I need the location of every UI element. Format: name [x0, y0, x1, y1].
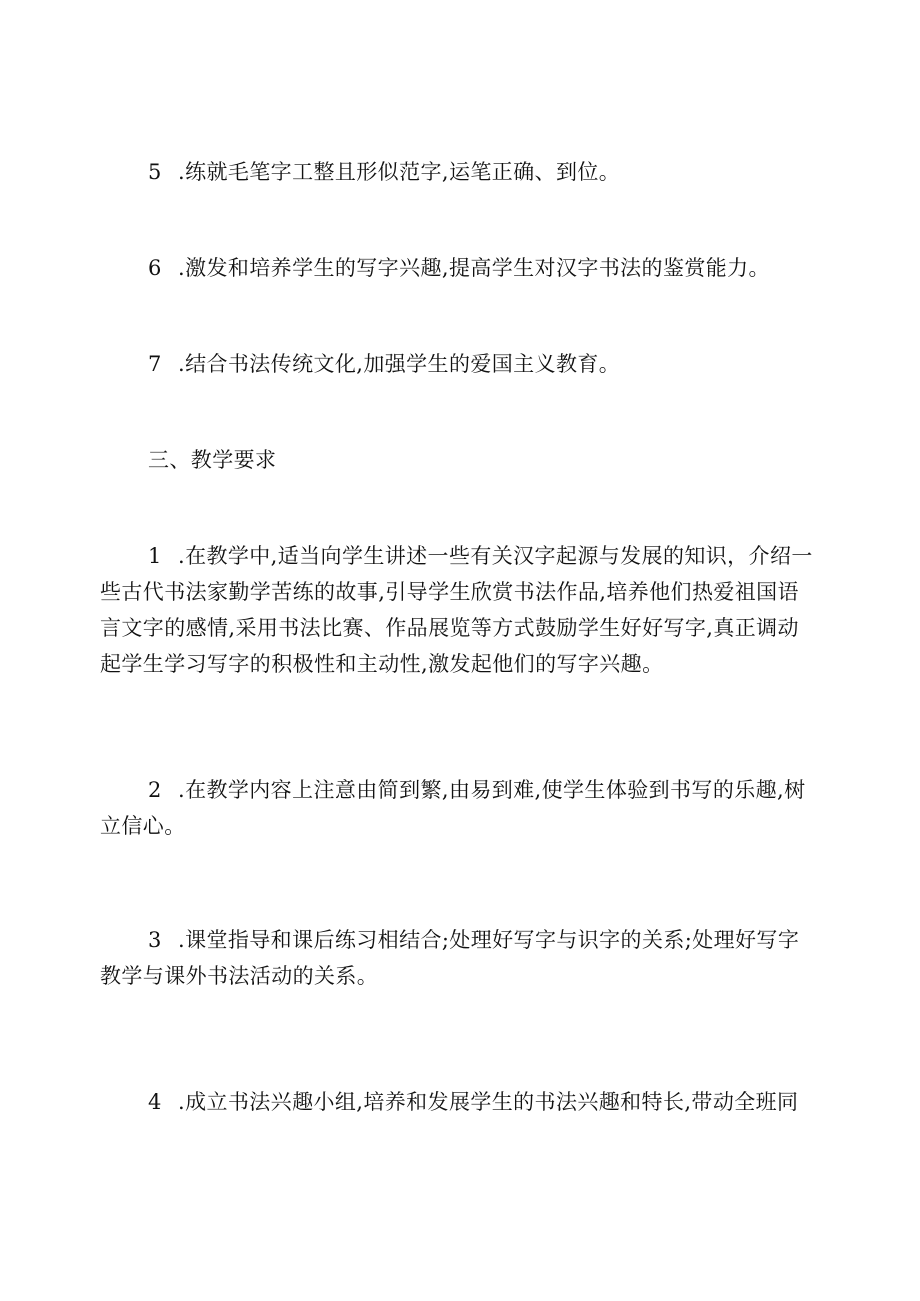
list-item-6 — [148, 250, 813, 286]
paragraph-line: 立信心。 — [100, 814, 186, 838]
item-number: 4 — [148, 1090, 162, 1114]
item-number: 7 — [148, 352, 162, 376]
item-text: .练就毛笔字工整且形似范字,运笔正确、到位。 — [178, 160, 621, 184]
requirement-item-4 — [148, 1084, 813, 1120]
requirement-item-3 — [100, 922, 813, 994]
requirement-item-1 — [100, 538, 813, 682]
requirement-item-2 — [100, 772, 813, 844]
paragraph-line: 些古代书法家勤学苦练的故事,引导学生欣赏书法作品,培养他们热爱祖国语 — [100, 580, 799, 604]
item-number: 2 — [148, 778, 162, 802]
paragraph-line — [148, 1084, 813, 1120]
paragraph-line — [148, 538, 813, 574]
line-text: .成立书法兴趣小组,培养和发展学生的书法兴趣和特长,带动全班同 — [178, 1090, 799, 1114]
item-number: 5 — [148, 160, 162, 184]
line-text: .课堂指导和课后练习相结合;处理好写字与识字的关系;处理好写字 — [178, 928, 800, 952]
item-number: 3 — [148, 928, 162, 952]
item-text: .激发和培养学生的写字兴趣,提高学生对汉字书法的鉴赏能力。 — [178, 256, 770, 280]
line-text: .在教学内容上注意由简到繁,由易到难,使学生体验到书写的乐趣,树 — [178, 778, 806, 802]
paragraph-line: 教学与课外书法活动的关系。 — [100, 964, 379, 988]
list-item-5 — [148, 154, 813, 190]
line-text: .在教学中,适当向学生讲述一些有关汉字起源与发展的知识，介绍一 — [178, 544, 813, 568]
paragraph-line — [148, 772, 813, 808]
paragraph-line: 起学生学习写字的积极性和主动性,激发起他们的写字兴趣。 — [100, 652, 664, 676]
item-number: 1 — [148, 544, 162, 568]
section-heading: 三、教学要求 — [148, 448, 277, 472]
item-text: .结合书法传统文化,加强学生的爱国主义教育。 — [178, 352, 621, 376]
paragraph-line: 言文字的感情,采用书法比赛、作品展览等方式鼓励学生好好写字,真正调动 — [100, 616, 799, 640]
list-item-7 — [148, 346, 813, 382]
paragraph-line — [148, 922, 813, 958]
item-number: 6 — [148, 256, 162, 280]
